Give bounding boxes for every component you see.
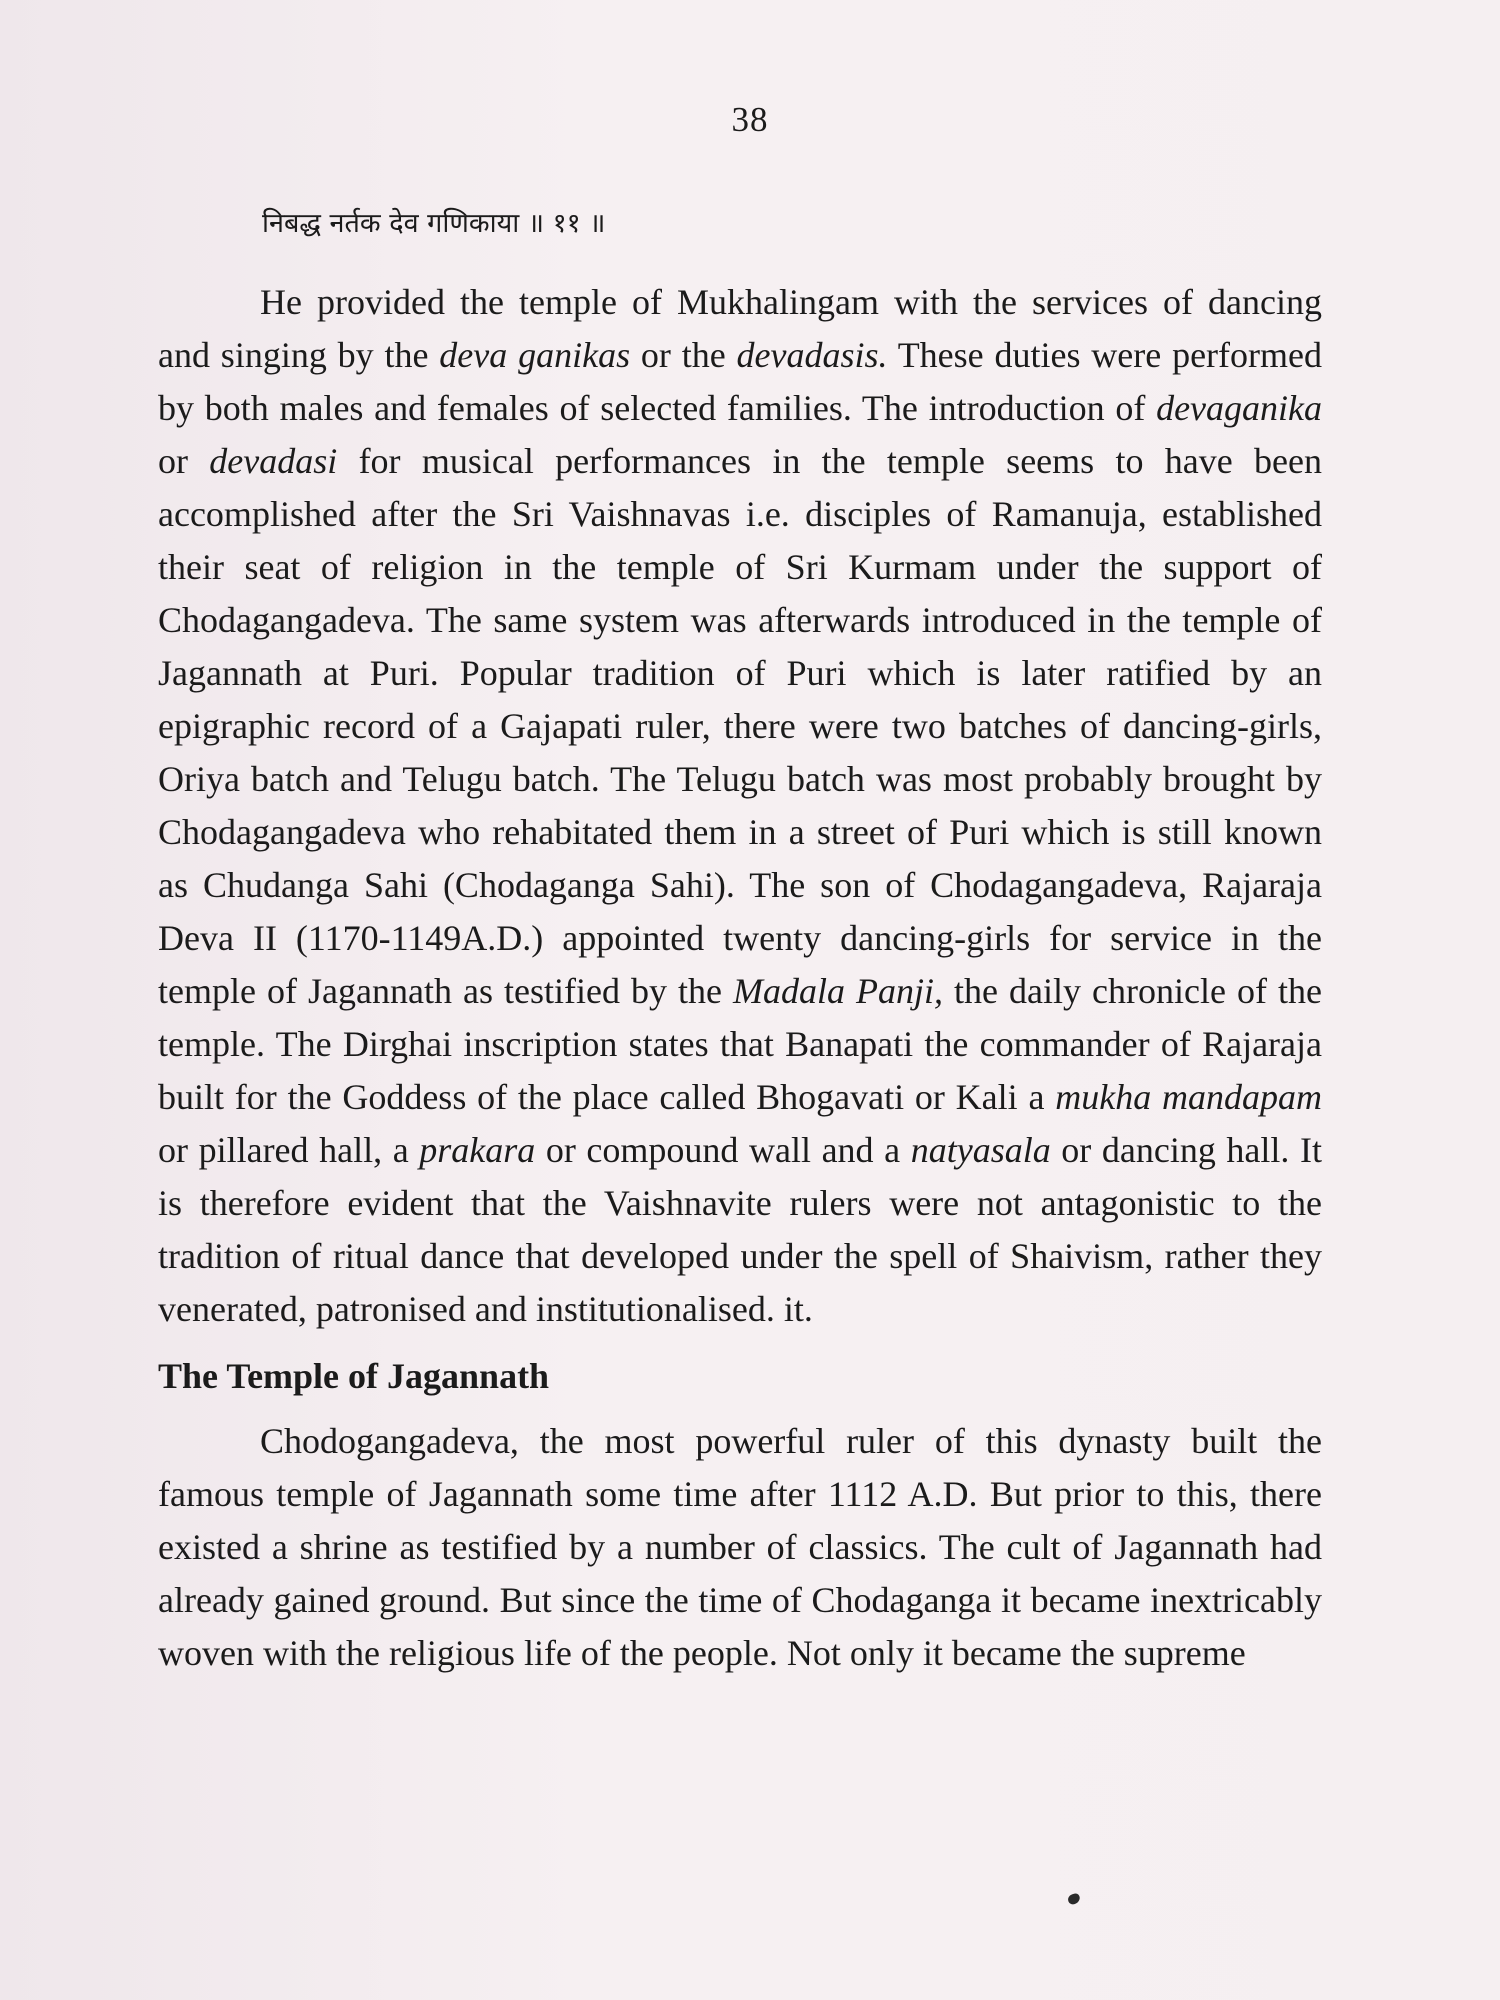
text-run: He provided the temple of Mukhalingam with the services of dancing and singing by the [158, 282, 1322, 375]
paragraph-devadasi [158, 276, 1322, 1336]
text-run: the daily chronicle of the temple. The Dirghai inscription states that Banapati the commander of Rajaraja built for the Goddess of the place called Bhogavati or Kali a [158, 971, 1322, 1117]
text-run: or dancing hall. It is therefore evident that the Vaishnavite rulers were not antagonistic to the tradition of ritual dance that developed under the spell of Shaivism, rather they venerated, patronised and institutionalised. it. [158, 1130, 1323, 1329]
text-run: or compound wall and a [535, 1130, 911, 1170]
italic-term: devadasi [209, 441, 338, 481]
text-run: or the [630, 335, 737, 375]
italic-term: deva ganikas [439, 335, 631, 375]
text-run: or pillared hall, a [158, 1130, 420, 1170]
italic-term: devaganika [1156, 388, 1322, 428]
text-run: for musical performances in the temple seems to have been accomplished after the Sri Vaishnavas i.e. disciples of Ramanuja, established their seat of religion in the temple of Sri Kurmam under the support of Chodagangadeva. The same system was afterwards introduced in the temple of Jagannath at Puri. Popular tradition of Puri which is later ratified by an epigraphic record of a Gajapati ruler, there were two batches of dancing-girls, Oriya batch and Telugu batch. The Telugu batch was most probably brought by Chodagangadeva who rehabitated them in a street of Puri which is still known as Chudanga Sahi (Chodaganga Sahi). The son of Chodagangadeva, Rajaraja Deva II (1170-1149A.D.) appointed twenty dancing-girls for service in the temple of Jagannath as testified by the [158, 441, 1322, 1011]
italic-term: prakara [419, 1130, 536, 1170]
body-text [158, 276, 1322, 1680]
italic-term: natyasala [910, 1130, 1051, 1170]
italic-term: Madala Panji, [733, 971, 944, 1011]
sanskrit-verse: निबद्ध नर्तक देव गणिकाया ॥ ११ ॥ [262, 208, 606, 239]
page-number: 38 [731, 100, 769, 139]
text-run: These duties were performed by both males and females of selected families. The introduction of [158, 335, 1322, 428]
paragraph-jagannath-temple: Chodogangadeva, the most powerful ruler of this dynasty built the famous temple of Jagannath some time after 1112 A.D. But prior to this, there existed a shrine as testified by a number of classics. The cult of Jagannath had already gained ground. But since the time of Chodaganga it became inextricably woven with the religious life of the people. Not only it became the supreme [158, 1421, 1322, 1673]
section-heading: The Temple of Jagannath [158, 1356, 550, 1396]
italic-term: devadasis. [736, 335, 888, 375]
italic-term: mukha mandapam [1055, 1077, 1322, 1117]
text-run: or [158, 441, 210, 481]
ink-spot [1067, 1892, 1082, 1906]
